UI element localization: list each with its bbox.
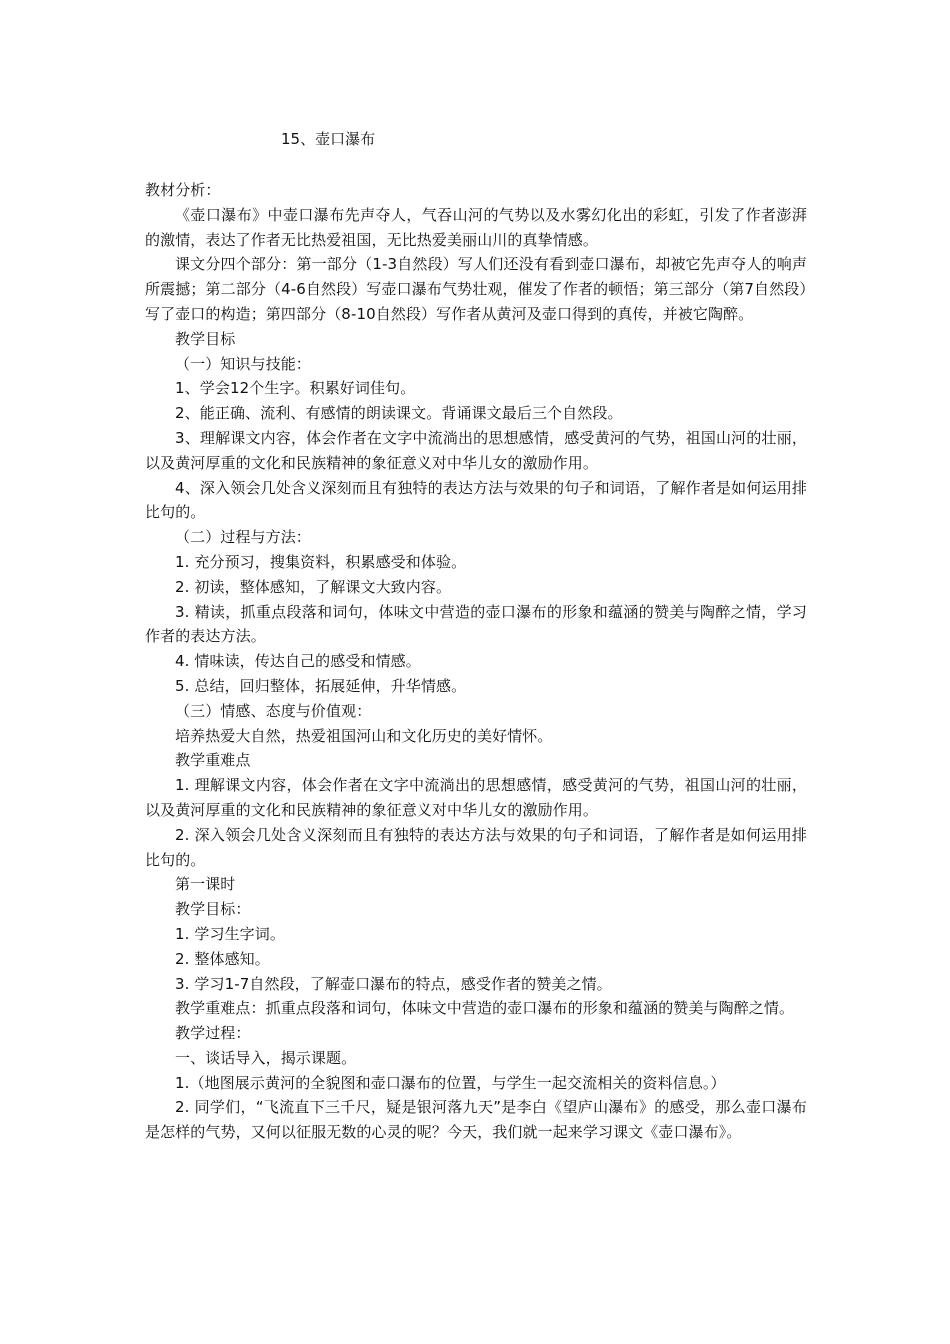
paragraph: 3、理解课文内容，体会作者在文字中流淌出的思想感情，感受黄河的气势，祖国山河的壮丽，以及黄河厚重的文化和民族精神的象征意义对中华儿女的激励作用。 <box>145 428 807 472</box>
paragraph: 2、能正确、流利、有感情的朗读课文。背诵课文最后三个自然段。 <box>175 404 623 423</box>
document-body <box>145 178 807 1145</box>
paragraph: 教材分析： <box>145 181 221 199</box>
paragraph: 2. 初读，整体感知，了解课文大致内容。 <box>175 577 452 596</box>
paragraph: 一、谈话导入，揭示课题。 <box>175 1048 357 1067</box>
document-title: 15、壶口瀑布 <box>281 130 376 148</box>
paragraph: 4、深入领会几处含义深刻而且有独特的表达方法与效果的句子和词语，了解作者是如何运用排比句的。 <box>145 478 807 522</box>
paragraph: 课文分四个部分：第一部分（1-3自然段）写人们还没有看到壶口瀑布，却被它先声夺人的响声所震撼；第二部分（4-6自然段）写壶口瀑布气势壮观，催发了作者的顿悟；第三部分（第7自然段）写了壶口的构造；第四部分（8-10自然段）写作者从黄河及壶口得到的真传，并被它陶醉。 <box>145 255 807 323</box>
paragraph: 教学目标 <box>175 329 236 348</box>
paragraph: 教学重难点：抓重点段落和词句，体味文中营造的壶口瀑布的形象和蕴涵的赞美与陶醉之情。 <box>175 999 795 1018</box>
paragraph: （二）过程与方法： <box>175 528 311 547</box>
paragraph: 1、学会12个生字。积累好词佳句。 <box>175 379 416 398</box>
paragraph: 第一课时 <box>175 875 236 894</box>
paragraph: 3. 学习1-7自然段，了解壶口瀑布的特点，感受作者的赞美之情。 <box>175 974 612 993</box>
paragraph: 1. 理解课文内容，体会作者在文字中流淌出的思想感情，感受黄河的气势，祖国山河的壮丽，以及黄河厚重的文化和民族精神的象征意义对中华儿女的激励作用。 <box>145 776 807 819</box>
paragraph: 4. 情味读，传达自己的感受和情感。 <box>175 652 421 671</box>
paragraph: 3. 精读，抓重点段落和词句，体味文中营造的壶口瀑布的形象和蕴涵的赞美与陶醉之情，学习作者的表达方法。 <box>145 602 807 646</box>
paragraph: 5. 总结，回归整体，拓展延伸，升华情感。 <box>175 676 467 695</box>
paragraph: 教学过程： <box>175 1024 251 1043</box>
paragraph: 教学目标： <box>175 900 251 919</box>
paragraph: 1.（地图展示黄河的全貌图和壶口瀑布的位置，与学生一起交流相关的资料信息。） <box>175 1073 726 1092</box>
paragraph: 1. 学习生字词。 <box>175 924 285 943</box>
paragraph: 教学重难点 <box>175 751 251 770</box>
paragraph: 2. 整体感知。 <box>175 949 270 968</box>
paragraph: 培养热爱大自然，热爱祖国河山和文化历史的美好情怀。 <box>175 726 553 745</box>
paragraph: 1. 充分预习，搜集资料，积累感受和体验。 <box>175 552 467 571</box>
paragraph: （三）情感、态度与价值观： <box>175 701 372 720</box>
paragraph: 2. 同学们，“飞流直下三千尺，疑是银河落九天”是李白《望庐山瀑布》的感受，那么壶口瀑布是怎样的气势，又何以征服无数的心灵的呢？今天，我们就一起来学习课文《壶口瀑布》。 <box>145 1098 807 1142</box>
paragraph: 《壶口瀑布》中壶口瀑布先声夺人，气吞山河的气势以及水雾幻化出的彩虹，引发了作者澎湃的激情，表达了作者无比热爱祖国，无比热爱美丽山川的真挚情感。 <box>145 205 807 249</box>
paragraph: 2. 深入领会几处含义深刻而且有独特的表达方法与效果的句子和词语，了解作者是如何运用排比句的。 <box>145 825 807 869</box>
paragraph: （一）知识与技能： <box>175 354 311 373</box>
